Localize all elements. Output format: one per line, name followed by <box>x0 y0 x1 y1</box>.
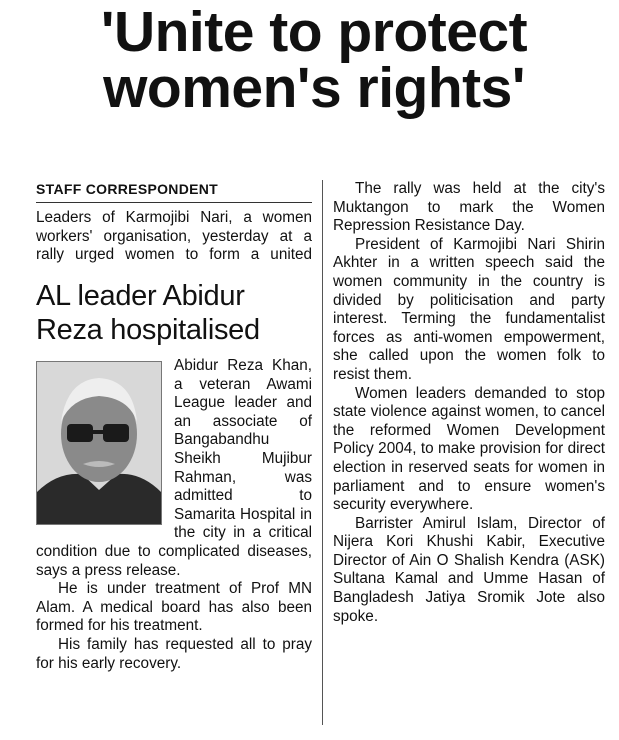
article2-headline: AL leader Abidur Reza hospitalised <box>36 280 260 346</box>
article1-paragraph-5: Barrister Amirul Islam, Director of Nijera Kori Khushi Kabir, Executive Director of Ain O Shalish Kendra (ASK) Sultana Kamal and Umme Hasan of Bangladesh Jatiya Sromik Jote also spoke. <box>333 514 605 625</box>
article1-paragraph-4: Women leaders demanded to stop state violence against women, to cancel the reformed Women Development Policy 2004, to make provision for direct election in reserved seats for women in parliament and to ensure women's security everywhere. <box>333 384 605 514</box>
headline-line-2: women's rights' <box>103 56 525 120</box>
article2-paragraph-1: Abidur Reza Khan, a veteran Awami League leader and an associate of Bangabandhu Sheikh Mujibur Rahman, was admitted to Samarita Hospital in the city in a critical condition due to complicated diseases, says a press release. <box>36 357 312 579</box>
portrait-photo <box>36 361 162 525</box>
article1-paragraph-2: The rally was held at the city's Muktangon to mark the Women Repression Resistance Day. <box>333 180 605 235</box>
headline <box>14 0 614 120</box>
article1-intro: Leaders of Karmojibi Nari, a women workers' organisation, yesterday at a rally urged women to form a united <box>36 209 312 264</box>
headline-line-1: 'Unite to protect <box>100 0 528 64</box>
column-divider <box>322 180 323 725</box>
left-column <box>36 180 312 673</box>
article2-paragraph-3: His family has requested all to pray for his early recovery. <box>36 635 312 672</box>
article2-paragraph-2: He is under treatment of Prof MN Alam. A medical board has also been formed for his treatment. <box>36 580 312 635</box>
portrait-icon <box>37 362 161 524</box>
right-column <box>333 180 605 626</box>
byline: STAFF CORRESPONDENT <box>36 180 312 203</box>
article1-paragraph-3: President of Karmojibi Nari Shirin Akhter in a written speech said the women community in the country is divided by politicisation and party interest. Terming the fundamentalist forces as anti-women empowerment, she called upon the women folk to resist them. <box>333 235 605 383</box>
